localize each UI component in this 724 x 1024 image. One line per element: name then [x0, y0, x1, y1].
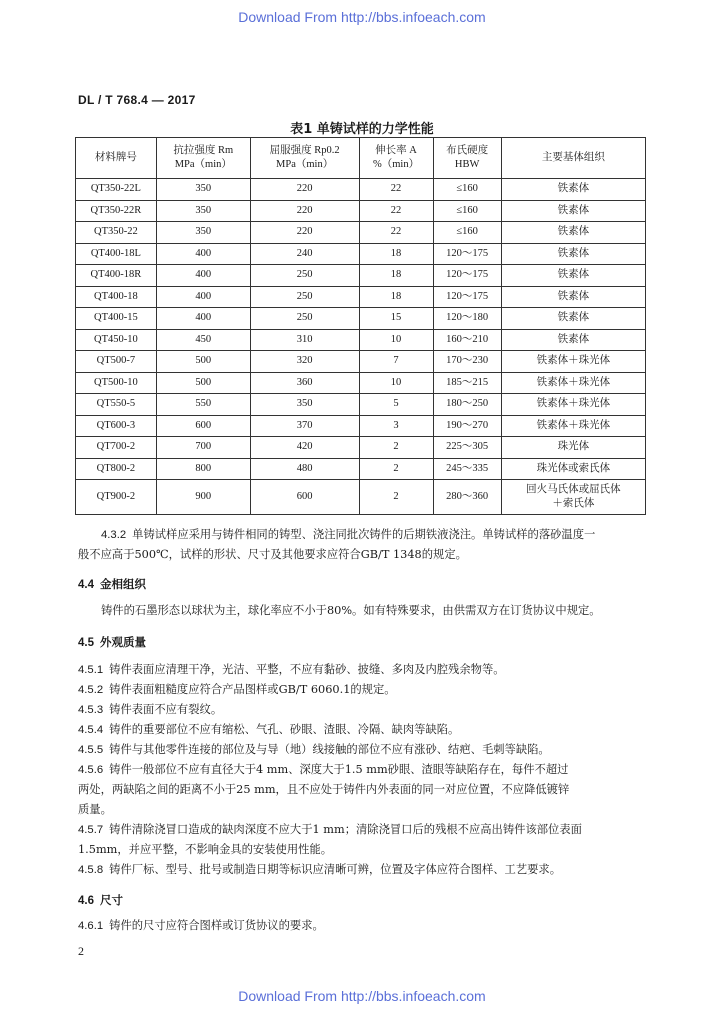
cell-tensile-strength: 600 [156, 415, 250, 437]
cell-grade: QT500-10 [76, 372, 157, 394]
cell-matrix-structure: 铁素体 [501, 286, 645, 308]
cell-grade: QT450-10 [76, 329, 157, 351]
cell-matrix-structure: 铁素体 [501, 222, 645, 244]
clause-4-3-2: 4.3.2 单铸试样应采用与铸件相同的铸型、浇注同批次铸件的后期铁液浇注。单铸试样的落砂温度一 般不应高于500℃，试样的形状、尺寸及其他要求应符合GB/T 1348的规定。 [78, 528, 596, 561]
cell-brinell-hardness: 120～175 [433, 265, 501, 287]
cell-grade: QT350-22L [76, 179, 157, 201]
cell-brinell-hardness: 120～180 [433, 308, 501, 330]
cell-matrix-structure: 铁素体＋珠光体 [501, 415, 645, 437]
standard-number-header: DL / T 768.4 — 2017 [78, 93, 196, 107]
cell-yield-strength: 420 [250, 437, 359, 459]
cell-brinell-hardness: 120～175 [433, 286, 501, 308]
cell-matrix-structure: 铁素体 [501, 308, 645, 330]
column-header-matrix-structure: 主要基体组织 [501, 138, 645, 179]
cell-yield-strength: 220 [250, 200, 359, 222]
table-row [76, 480, 646, 515]
cell-tensile-strength: 800 [156, 458, 250, 480]
cell-elongation: 22 [359, 200, 433, 222]
clause-4-4-text: 铸件的石墨形态以球状为主，球化率应不小于80%。如有特殊要求，由供需双方在订货协议中规定。 [101, 604, 601, 617]
cell-grade: QT550-5 [76, 394, 157, 416]
cell-grade: QT350-22 [76, 222, 157, 244]
table-row [76, 458, 646, 480]
column-header-yield-strength: 屈服强度 Rp0.2 MPa（min） [250, 138, 359, 179]
cell-matrix-structure: 铁素体 [501, 243, 645, 265]
cell-matrix-structure: 铁素体＋珠光体 [501, 372, 645, 394]
cell-matrix-structure: 珠光体或索氏体 [501, 458, 645, 480]
clause-4-5-8: 4.5.8 铸件厂标、型号、批号或制造日期等标识应清晰可辨，位置及字体应符合图样、工艺要求。 [78, 863, 562, 876]
watermark-top[interactable]: Download From http://bbs.infoeach.com [238, 9, 486, 25]
table-body [76, 179, 646, 515]
cell-brinell-hardness: 185～215 [433, 372, 501, 394]
clause-4-5-2: 4.5.2 铸件表面粗糙度应符合产品图样或GB/T 6060.1的规定。 [78, 683, 396, 696]
cell-yield-strength: 350 [250, 394, 359, 416]
table-row [76, 179, 646, 201]
cell-brinell-hardness: 180～250 [433, 394, 501, 416]
cell-brinell-hardness: 170～230 [433, 351, 501, 373]
cell-grade: QT900-2 [76, 480, 157, 515]
cell-yield-strength: 220 [250, 222, 359, 244]
clause-4-5-1: 4.5.1 铸件表面应清理干净，光洁、平整，不应有黏砂、披缝、多肉及内腔残余物等。 [78, 663, 505, 676]
clause-4-5-7: 4.5.7 铸件清除浇冒口造成的缺肉深度不应大于1 mm；清除浇冒口后的残根不应高出铸件该部位表面 1.5mm，并应平整，不影响金具的安装使用性能。 [78, 823, 582, 856]
cell-tensile-strength: 400 [156, 265, 250, 287]
cell-elongation: 22 [359, 222, 433, 244]
clause-4-5-4: 4.5.4 铸件的重要部位不应有缩松、气孔、砂眼、渣眼、冷隔、缺肉等缺陷。 [78, 723, 460, 736]
heading-4-4: 4.4 金相组织 [78, 577, 146, 591]
cell-tensile-strength: 400 [156, 243, 250, 265]
table-row [76, 394, 646, 416]
cell-yield-strength: 310 [250, 329, 359, 351]
cell-elongation: 10 [359, 329, 433, 351]
clause-4-5-6: 4.5.6 铸件一般部位不应有直径大于4 mm、深度大于1.5 mm砂眼、渣眼等缺陷存在，每件不超过 两处，两缺陷之间的距离不小于25 mm，且不应处于铸件内外表面的同一对应位置，不应降低镀锌 质量。 [78, 763, 570, 816]
heading-4-5: 4.5 外观质量 [78, 635, 146, 649]
cell-line: 回火马氏体或屈氏体 [526, 484, 621, 495]
table-row [76, 286, 646, 308]
column-header-brinell-hardness: 布氏硬度 HBW [433, 138, 501, 179]
page-number: 2 [78, 944, 84, 958]
cell-brinell-hardness: ≤160 [433, 200, 501, 222]
cell-elongation: 3 [359, 415, 433, 437]
cell-grade: QT400-18 [76, 286, 157, 308]
cell-matrix-structure: 珠光体 [501, 437, 645, 459]
clause-4-5-5: 4.5.5 铸件与其他零件连接的部位及与导（地）线接触的部位不应有涨砂、结疤、毛刺等缺陷。 [78, 743, 550, 756]
cell-matrix-structure [501, 480, 645, 515]
cell-matrix-structure: 铁素体 [501, 200, 645, 222]
cell-tensile-strength: 900 [156, 480, 250, 515]
watermark-bottom[interactable]: Download From http://bbs.infoeach.com [238, 988, 486, 1004]
cell-elongation: 15 [359, 308, 433, 330]
table-caption: 表1 单铸试样的力学性能 [290, 122, 434, 137]
table-row [76, 308, 646, 330]
cell-elongation: 2 [359, 437, 433, 459]
mechanical-properties-table [75, 137, 646, 515]
cell-brinell-hardness: 280～360 [433, 480, 501, 515]
column-header-grade: 材料牌号 [76, 138, 157, 179]
cell-yield-strength: 220 [250, 179, 359, 201]
table-header-row [76, 138, 646, 179]
cell-yield-strength: 370 [250, 415, 359, 437]
cell-elongation: 18 [359, 243, 433, 265]
cell-matrix-structure: 铁素体＋珠光体 [501, 394, 645, 416]
cell-grade: QT400-18R [76, 265, 157, 287]
cell-line: ＋索氏体 [552, 498, 595, 509]
cell-grade: QT600-3 [76, 415, 157, 437]
cell-brinell-hardness: 225～305 [433, 437, 501, 459]
cell-tensile-strength: 550 [156, 394, 250, 416]
cell-grade: QT500-7 [76, 351, 157, 373]
cell-matrix-structure: 铁素体 [501, 179, 645, 201]
cell-tensile-strength: 450 [156, 329, 250, 351]
cell-matrix-structure: 铁素体＋珠光体 [501, 351, 645, 373]
cell-elongation: 18 [359, 286, 433, 308]
clause-4-6-1: 4.6.1 铸件的尺寸应符合图样或订货协议的要求。 [78, 919, 324, 932]
table-row [76, 200, 646, 222]
heading-4-6: 4.6 尺寸 [78, 893, 123, 907]
cell-elongation: 18 [359, 265, 433, 287]
cell-yield-strength: 360 [250, 372, 359, 394]
cell-brinell-hardness: 245～335 [433, 458, 501, 480]
table-row [76, 222, 646, 244]
table-row [76, 329, 646, 351]
cell-grade: QT700-2 [76, 437, 157, 459]
cell-grade: QT800-2 [76, 458, 157, 480]
cell-elongation: 22 [359, 179, 433, 201]
cell-elongation: 10 [359, 372, 433, 394]
table-row [76, 265, 646, 287]
cell-matrix-structure: 铁素体 [501, 329, 645, 351]
cell-grade: QT400-15 [76, 308, 157, 330]
cell-yield-strength: 240 [250, 243, 359, 265]
cell-grade: QT350-22R [76, 200, 157, 222]
cell-tensile-strength: 350 [156, 200, 250, 222]
table-row [76, 415, 646, 437]
cell-tensile-strength: 400 [156, 308, 250, 330]
cell-elongation: 5 [359, 394, 433, 416]
cell-yield-strength: 250 [250, 265, 359, 287]
cell-yield-strength: 250 [250, 308, 359, 330]
cell-tensile-strength: 500 [156, 351, 250, 373]
cell-yield-strength: 600 [250, 480, 359, 515]
cell-tensile-strength: 400 [156, 286, 250, 308]
cell-brinell-hardness: 120～175 [433, 243, 501, 265]
cell-matrix-structure: 铁素体 [501, 265, 645, 287]
table-row [76, 243, 646, 265]
table-row [76, 437, 646, 459]
cell-grade: QT400-18L [76, 243, 157, 265]
cell-tensile-strength: 350 [156, 179, 250, 201]
cell-elongation: 7 [359, 351, 433, 373]
cell-tensile-strength: 500 [156, 372, 250, 394]
cell-yield-strength: 250 [250, 286, 359, 308]
cell-yield-strength: 320 [250, 351, 359, 373]
cell-brinell-hardness: 160～210 [433, 329, 501, 351]
cell-brinell-hardness: 190～270 [433, 415, 501, 437]
cell-yield-strength: 480 [250, 458, 359, 480]
cell-tensile-strength: 700 [156, 437, 250, 459]
clause-4-5-3: 4.5.3 铸件表面不应有裂纹。 [78, 703, 223, 716]
table-row [76, 372, 646, 394]
column-header-elongation: 伸长率 A %（min） [359, 138, 433, 179]
column-header-tensile-strength: 抗拉强度 Rm MPa（min） [156, 138, 250, 179]
table-row [76, 351, 646, 373]
cell-tensile-strength: 350 [156, 222, 250, 244]
cell-brinell-hardness: ≤160 [433, 222, 501, 244]
cell-brinell-hardness: ≤160 [433, 179, 501, 201]
cell-elongation: 2 [359, 458, 433, 480]
cell-elongation: 2 [359, 480, 433, 515]
